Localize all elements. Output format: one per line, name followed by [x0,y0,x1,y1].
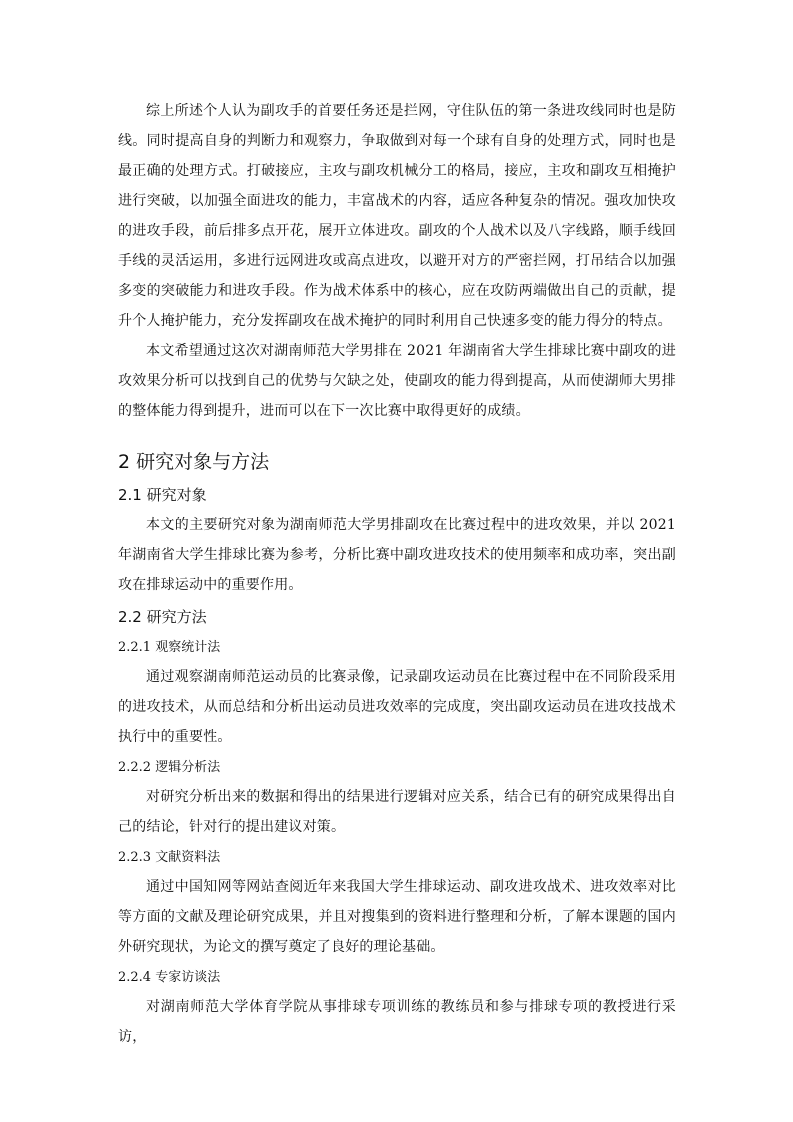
section-2-1-heading: 2.1 研究对象 [118,486,207,504]
section-2-2-heading: 2.2 研究方法 [118,608,207,626]
section-2-heading: 2 研究对象与方法 [118,451,270,473]
section-2-2-1-paragraph: 通过观察湖南师范运动员的比赛录像，记录副攻运动员在比赛过程中在不同阶段采用的进攻技术，从而总结和分析出运动员进攻效率的完成度，突出副攻运动员在进攻技战术执行中的重要性。 [118,669,676,745]
intro-paragraph-1: 综上所述个人认为副攻手的首要任务还是拦网，守住队伍的第一条进攻线同时也是防线。同时提高自身的判断力和观察力，争取做到对每一个球有自身的处理方式，同时也是最正确的处理方式。打破接应，主攻与副攻机械分工的格局，接应，主攻和副攻互相掩护进行突破，以加强全面进攻的能力，丰富战术的内容，适应各种复杂的情况。强攻加快攻的进攻手段，前后排多点开花，展开立体进攻。副攻的个人战术以及八字线路，顺手线回手线的灵活运用，多进行远网进攻或高点进攻，以避开对方的严密拦网，打吊结合以加强多变的突破能力和进攻手段。作为战术体系中的核心，应在攻防两端做出自己的贡献，提升个人掩护能力，充分发挥副攻在战术掩护的同时利用自己快速多变的能力得分的特点。 [118,103,676,329]
section-2-2-2-heading: 2.2.2 逻辑分析法 [118,760,221,775]
section-2-2-2-paragraph: 对研究分析出来的数据和得出的结果进行逻辑对应关系，结合已有的研究成果得出自己的结论，针对行的提出建议对策。 [118,789,676,835]
section-2-2-4-heading: 2.2.4 专家访谈法 [118,970,221,985]
section-2-1-paragraph: 本文的主要研究对象为湖南师范大学男排副攻在比赛过程中的进攻效果，并以 2021 年湖南省大学生排球比赛为参考，分析比赛中副攻进攻技术的使用频率和成功率，突出副攻在排球运动中的重要作用。 [118,517,676,593]
section-2-2-1-heading: 2.2.1 观察统计法 [118,640,221,655]
section-2-2-4-paragraph: 对湖南师范大学体育学院从事排球专项训练的教练员和参与排球专项的教授进行采访， [118,999,676,1045]
section-2-2-3-paragraph: 通过中国知网等网站查阅近年来我国大学生排球运动、副攻进攻战术、进攻效率对比等方面的文献及理论研究成果，并且对搜集到的资料进行整理和分析，了解本课题的国内外研究现状，为论文的撰写奠定了良好的理论基础。 [118,879,676,955]
page-content [118,96,676,1052]
section-2-2-3-heading: 2.2.3 文献资料法 [118,850,221,865]
intro-paragraph-2: 本文希望通过这次对湖南师范大学男排在 2021 年湖南省大学生排球比赛中副攻的进攻效果分析可以找到自己的优势与欠缺之处，使副攻的能力得到提高，从而使湖师大男排的整体能力得到提升，进而可以在下一次比赛中取得更好的成绩。 [118,343,676,419]
